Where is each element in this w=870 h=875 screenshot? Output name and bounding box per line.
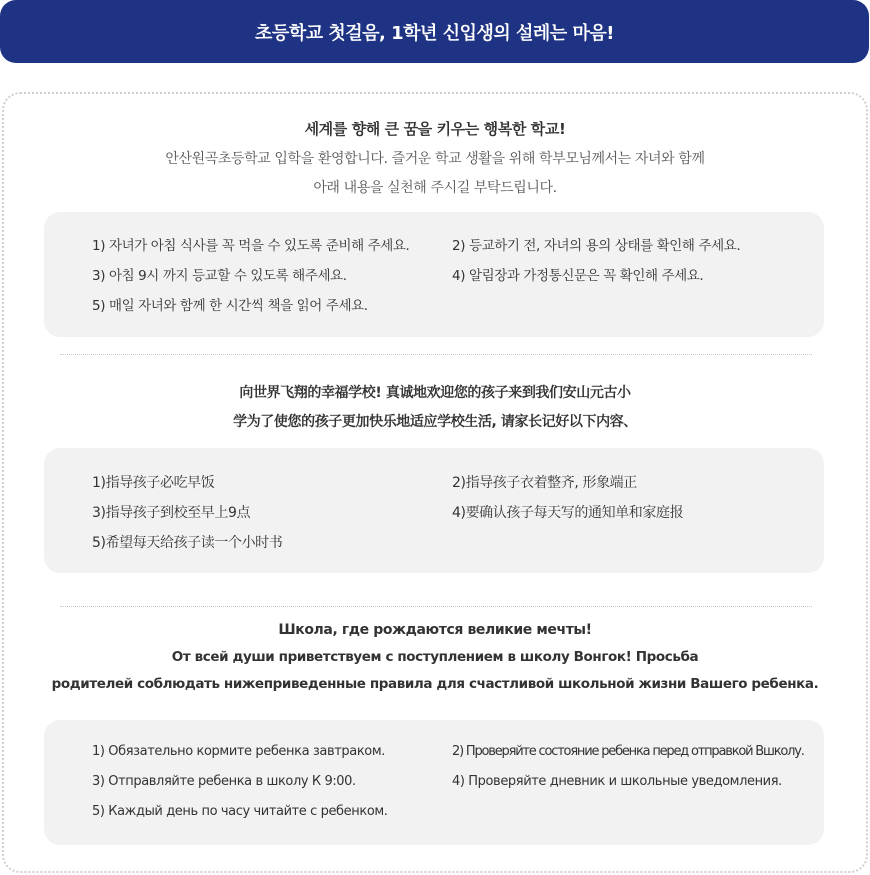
korean-rules-box xyxy=(44,212,824,337)
chinese-rule-2: 2)指导孩子衣着整齐, 形象端正 xyxy=(452,475,637,491)
chinese-rule-3: 3)指导孩子到校至早上9点 xyxy=(92,505,251,521)
russian-intro-line1: От всей души приветствуем с поступлением в школу Вонгок! Просьба xyxy=(171,649,699,665)
russian-rules-box xyxy=(44,720,824,845)
chinese-intro-line2: 学为了使您的孩子更加快乐地适应学校生活, 请家长记好以下内容、 xyxy=(233,414,637,430)
russian-rule-2: 2) Проверяйте состояние ребенка перед отправкой Вшколу. xyxy=(452,744,804,759)
russian-intro-line2: родителей соблюдать нижеприведенные правила для счастливой школьной жизни Вашего ребенка. xyxy=(51,676,819,692)
notice-card xyxy=(2,92,868,873)
chinese-intro-line1: 向世界飞翔的幸福学校! 真诚地欢迎您的孩子来到我们安山元古小 xyxy=(239,385,631,401)
korean-rule-4: 4) 알림장과 가정통신문은 꼭 확인해 주세요. xyxy=(452,268,704,284)
russian-section xyxy=(4,622,866,692)
korean-rule-2: 2) 등교하기 전, 자녀의 용의 상태를 확인해 주세요. xyxy=(452,238,741,254)
chinese-rule-1: 1)指导孩子必吃早饭 xyxy=(92,475,215,491)
section-divider xyxy=(60,354,812,355)
korean-rule-5: 5) 매일 자녀와 함께 한 시간씩 책을 읽어 주세요. xyxy=(92,298,368,314)
korean-intro-line2: 아래 내용을 실천해 주시길 부탁드립니다. xyxy=(313,180,557,196)
chinese-rules-box xyxy=(44,448,824,573)
korean-rule-3: 3) 아침 9시 까지 등교할 수 있도록 해주세요. xyxy=(92,268,347,284)
russian-rule-3: 3) Отправляйте ребенка в школу К 9:00. xyxy=(92,774,356,789)
banner-title: 초등학교 첫걸음, 1학년 신입생의 설레는 마음! xyxy=(255,22,614,44)
header-banner xyxy=(0,0,869,63)
korean-intro-line1: 안산원곡초등학교 입학을 환영합니다. 즐거운 학교 생활을 위해 학부모님께서는 자녀와 함께 xyxy=(165,151,705,167)
russian-rule-5: 5) Каждый день по часу читайте с ребенком. xyxy=(92,804,388,819)
chinese-rule-4: 4)要确认孩子每天写的通知单和家庭报 xyxy=(452,505,684,521)
chinese-rule-5: 5)希望每天给孩子读一个小时书 xyxy=(92,535,283,551)
chinese-section xyxy=(4,382,866,431)
korean-rule-1: 1) 자녀가 아침 식사를 꼭 먹을 수 있도록 준비해 주세요. xyxy=(92,238,410,254)
korean-title: 세계를 향해 큰 꿈을 키우는 행복한 학교! xyxy=(304,120,566,138)
russian-title: Школа, где рождаются великие мечты! xyxy=(278,622,592,638)
russian-rule-4: 4) Проверяйте дневник и школьные уведомления. xyxy=(452,774,782,789)
russian-rule-1: 1) Обязательно кормите ребенка завтраком. xyxy=(92,744,385,759)
section-divider xyxy=(60,606,812,607)
korean-section xyxy=(4,118,866,197)
